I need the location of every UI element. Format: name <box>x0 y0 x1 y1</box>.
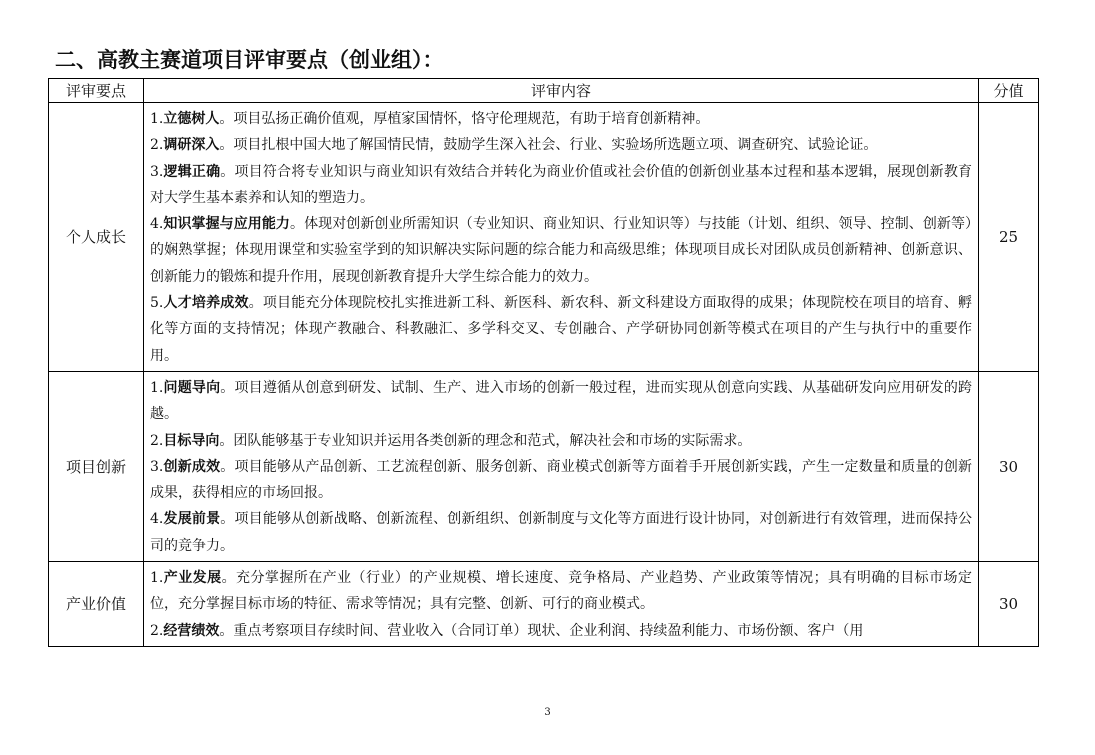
row-content <box>144 103 979 372</box>
row-content <box>144 371 979 561</box>
criterion-text: 。充分掌握所在产业（行业）的产业规模、增长速度、竞争格局、产业趋势、产业政策等情况；具有明确的目标市场定位，充分掌握目标市场的特征、需求等情况；具有完整、创新、可行的商业模式。 <box>150 570 972 613</box>
criterion-item <box>150 375 972 428</box>
criterion-number: 3. <box>150 458 164 475</box>
criterion-title: 目标导向 <box>163 432 220 449</box>
criterion-number: 1. <box>150 111 164 127</box>
header-content: 评审内容 <box>144 79 979 103</box>
criterion-number: 1. <box>150 570 164 587</box>
row-score: 25 <box>979 103 1039 372</box>
criterion-title: 问题导向 <box>163 379 221 396</box>
row-content <box>144 562 979 647</box>
criterion-item <box>150 618 972 644</box>
row-category: 产业价值 <box>49 562 144 647</box>
criterion-text: 。项目能够从创新战略、创新流程、创新组织、创新制度与文化等方面进行设计协同，对创新进行有效管理，进而保持公司的竞争力。 <box>150 511 973 554</box>
row-category: 个人成长 <box>49 103 144 372</box>
row-category: 项目创新 <box>49 371 144 561</box>
criterion-item <box>150 454 972 507</box>
criterion-number: 1. <box>150 379 164 396</box>
criterion-title: 发展前景 <box>163 511 221 528</box>
criterion-number: 4. <box>150 216 164 233</box>
criterion-item <box>150 211 972 290</box>
criterion-title: 经营绩效 <box>163 622 220 639</box>
criterion-text: 。项目扎根中国大地了解国情民情，鼓励学生深入社会、行业、实验场所选题立项、调查研究、试验论证。 <box>219 137 878 154</box>
criterion-text: 。团队能够基于专业知识并运用各类创新的理念和范式，解决社会和市场的实际需求。 <box>219 432 752 449</box>
row-score: 30 <box>979 562 1039 647</box>
criteria-table <box>48 78 1039 647</box>
criterion-title: 创新成效 <box>163 458 221 475</box>
criterion-title: 人才培养成效 <box>163 295 249 312</box>
criterion-item <box>150 106 972 132</box>
criterion-number: 3. <box>150 163 164 180</box>
header-score: 分值 <box>979 79 1039 103</box>
criterion-text: 。项目能够从产品创新、工艺流程创新、服务创新、商业模式创新等方面着手开展创新实践，产生一定数量和质量的创新成果，获得相应的市场回报。 <box>150 458 973 502</box>
criterion-number: 2. <box>150 622 164 639</box>
criterion-item <box>150 290 972 369</box>
criterion-number: 2. <box>150 432 164 449</box>
criterion-text: 。体现对创新创业所需知识（专业知识、商业知识、行业知识等）与技能（计划、组织、领导、控制、创新等）的娴熟掌握；体现用课堂和实验室学到的知识解决实际问题的综合能力和高级思维；体现项目成长对团队成员创新精神、创新意识、创新能力的锻炼和提升作用，展现创新教育提升大学生综合能力的效力。 <box>150 216 973 285</box>
criterion-text: 。项目弘扬正确价值观，厚植家国情怀，恪守伦理规范，有助于培育创新精神。 <box>219 111 710 127</box>
table-row <box>49 103 1039 372</box>
criterion-title: 调研深入 <box>163 137 220 154</box>
criterion-number: 2. <box>150 137 164 154</box>
criterion-item <box>150 428 972 454</box>
criterion-item <box>150 159 972 212</box>
criterion-item <box>150 506 972 559</box>
criterion-number: 5. <box>150 295 164 312</box>
header-category: 评审要点 <box>49 79 144 103</box>
criterion-number: 4. <box>150 511 164 528</box>
table-row <box>49 562 1039 647</box>
row-score: 30 <box>979 371 1039 561</box>
criterion-item <box>150 132 972 158</box>
criterion-text: 。项目遵循从创意到研发、试制、生产、进入市场的创新一般过程，进而实现从创意向实践、从基础研发向应用研发的跨越。 <box>150 379 973 423</box>
criterion-text: 。项目能充分体现院校扎实推进新工科、新医科、新农科、新文科建设方面取得的成果；体现院校在项目的培育、孵化等方面的支持情况；体现产教融合、科教融汇、多学科交叉、专创融合、产学研协同创新等模式在项目的产生与执行中的重要作用。 <box>150 295 973 364</box>
page-number: 3 <box>544 707 551 718</box>
criterion-title: 产业发展 <box>163 570 222 587</box>
criterion-text: 。项目符合将专业知识与商业知识有效结合并转化为商业价值或社会价值的创新创业基本过程和基本逻辑，展现创新教育对大学生基本素养和认知的塑造力。 <box>150 163 973 206</box>
criterion-title: 知识掌握与应用能力 <box>163 216 290 233</box>
criterion-item <box>150 565 972 618</box>
page-heading: 二、高教主赛道项目评审要点（创业组）： <box>55 48 444 72</box>
table-header-row <box>49 79 1039 103</box>
criterion-title: 逻辑正确 <box>163 163 221 180</box>
criterion-title: 立德树人 <box>163 111 220 127</box>
table-row <box>49 371 1039 561</box>
criterion-text: 。重点考察项目存续时间、营业收入（合同订单）现状、企业利润、持续盈利能力、市场份额、客户（用 <box>219 622 864 639</box>
